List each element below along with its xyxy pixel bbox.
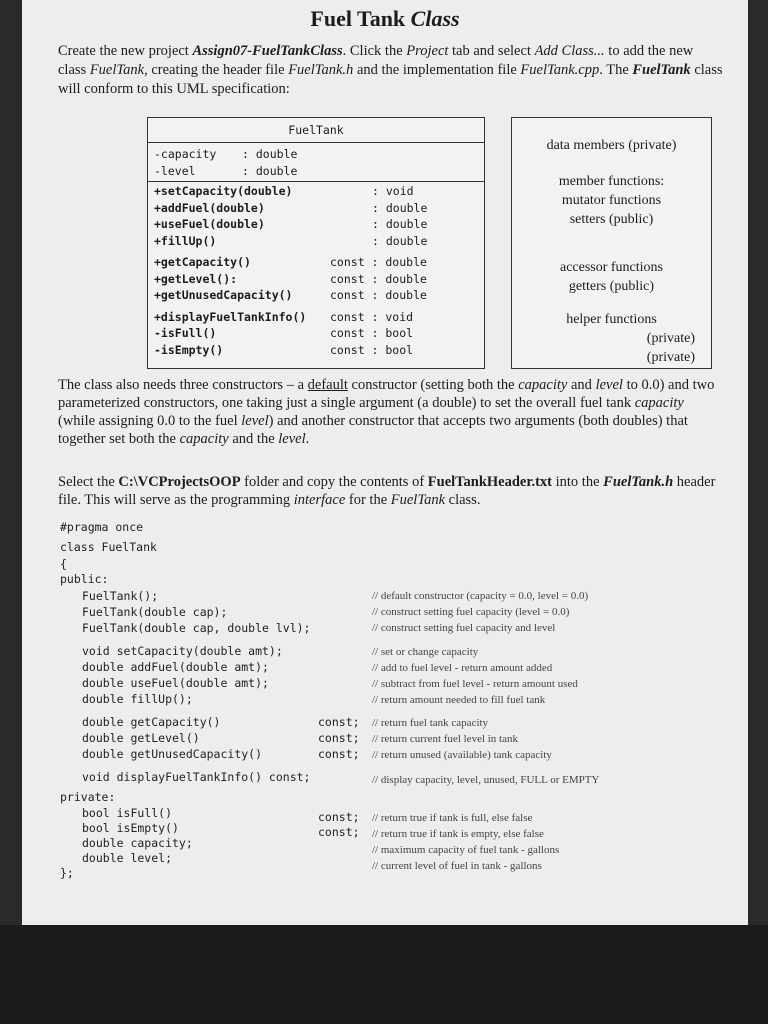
uml-attributes	[148, 143, 484, 182]
document-page	[22, 0, 748, 925]
note-data-members: data members (private)	[546, 138, 677, 153]
code-comment: // return current fuel level in tank	[372, 733, 518, 745]
code-comment: // set or change capacity	[372, 646, 479, 658]
code-comment: // default constructor (capacity = 0.0, level = 0.0)	[372, 590, 589, 602]
code-line: bool isEmpty()	[82, 821, 179, 835]
code-const: const;	[318, 731, 360, 745]
uml-method: -isFull() const : bool	[154, 326, 414, 340]
code-line: private:	[60, 790, 116, 804]
code-comment: // subtract from fuel level - return amount used	[372, 678, 578, 690]
code-line: double addFuel(double amt);	[82, 660, 269, 674]
uml-attribute: -capacity : double	[154, 147, 298, 161]
code-line: void displayFuelTankInfo() const;	[82, 770, 311, 784]
code-const: const;	[318, 810, 360, 824]
note-accessor-functions: accessor functions getters (public)	[559, 260, 664, 294]
code-line: double capacity;	[82, 836, 193, 850]
uml-method: +fillUp() : double	[154, 233, 428, 248]
uml-methods	[148, 182, 484, 360]
code-line: public:	[60, 572, 109, 586]
code-line: FuelTank();	[82, 589, 159, 603]
code-line: FuelTank(double cap, double lvl);	[82, 621, 311, 635]
code-comment: // return true if tank is empty, else false	[372, 828, 544, 840]
code-comment: // return unused (available) tank capacity	[372, 749, 552, 761]
uml-method: +getLevel(): const : double	[154, 271, 427, 286]
code-line: double fillUp();	[82, 692, 193, 706]
uml-class-name: FuelTank	[148, 118, 484, 143]
uml-class-diagram	[147, 117, 485, 369]
code-comment: // construct setting fuel capacity and level	[372, 622, 556, 634]
desk-background	[0, 925, 768, 1024]
code-line: double getCapacity()	[82, 715, 221, 729]
folder-paragraph: Select the C:\VCProjectsOOP folder and copy the contents of FuelTankHeader.txt into the FuelTank.h header file. This will serve as the programming interface for the FuelTank class.	[58, 474, 716, 508]
uml-notes-box	[511, 117, 712, 369]
code-line: FuelTank(double cap);	[82, 605, 228, 619]
uml-attribute: -level : double	[154, 163, 298, 178]
note-helper-functions: helper functions (private) (private)	[566, 312, 695, 365]
intro-paragraph: Create the new project Assign07-FuelTankClass. Click the Project tab and select Add Class... to add the new class FuelTank, creating the header file FuelTank.h and the implementation file FuelTank.cpp. The FuelTank class will conform to this UML specification:	[58, 43, 723, 97]
code-comment: // maximum capacity of fuel tank - gallons	[372, 844, 560, 856]
note-member-functions: member functions: mutator functions setters (public)	[558, 174, 665, 227]
code-line: };	[60, 866, 74, 880]
uml-method: +getUnusedCapacity() const : double	[154, 288, 427, 302]
uml-method: +getCapacity() const : double	[154, 255, 427, 269]
uml-method: +setCapacity(double) : void	[154, 184, 414, 198]
title-word-1: Fuel Tank	[310, 6, 411, 31]
code-line: {	[60, 557, 67, 571]
uml-method: +displayFuelTankInfo() const : void	[154, 309, 414, 324]
code-line: void setCapacity(double amt);	[82, 644, 283, 658]
code-line: bool isFull()	[82, 806, 173, 820]
code-comment: // display capacity, level, unused, FULL or EMPTY	[372, 774, 600, 786]
code-comment: // return amount needed to fill fuel tank	[372, 694, 546, 706]
code-const: const;	[318, 747, 360, 761]
code-line: double useFuel(double amt);	[82, 676, 269, 690]
code-line: double level;	[82, 851, 173, 865]
uml-method: -isEmpty() const : bool	[154, 342, 414, 357]
uml-method: +addFuel(double) : double	[154, 200, 428, 215]
constructors-paragraph: The class also needs three constructors – a default constructor (setting both the capacity and level to 0.0) and two parameterized constructors, one taking just a single argument (a double) to set the overall fuel tank capacity (while assigning 0.0 to the fuel level) and another constructor that accepts two arguments (both doubles) that together set both the capacity and the level.	[58, 377, 715, 447]
code-const: const;	[318, 825, 360, 839]
code-line: class FuelTank	[60, 540, 157, 554]
page-title	[22, 6, 748, 32]
code-line: double getLevel()	[82, 731, 200, 745]
code-comment: // return true if tank is full, else false	[372, 812, 533, 824]
code-line: double getUnusedCapacity()	[82, 747, 263, 761]
code-comment: // add to fuel level - return amount added	[372, 662, 553, 674]
code-line: #pragma once	[60, 520, 144, 534]
code-comment: // current level of fuel in tank - gallons	[372, 860, 542, 872]
code-const: const;	[318, 715, 360, 729]
uml-method: +useFuel(double) : double	[154, 217, 428, 231]
code-comment: // construct setting fuel capacity (level = 0.0)	[372, 606, 570, 618]
title-word-2: Class	[410, 6, 460, 31]
code-comment: // return fuel tank capacity	[372, 717, 489, 729]
